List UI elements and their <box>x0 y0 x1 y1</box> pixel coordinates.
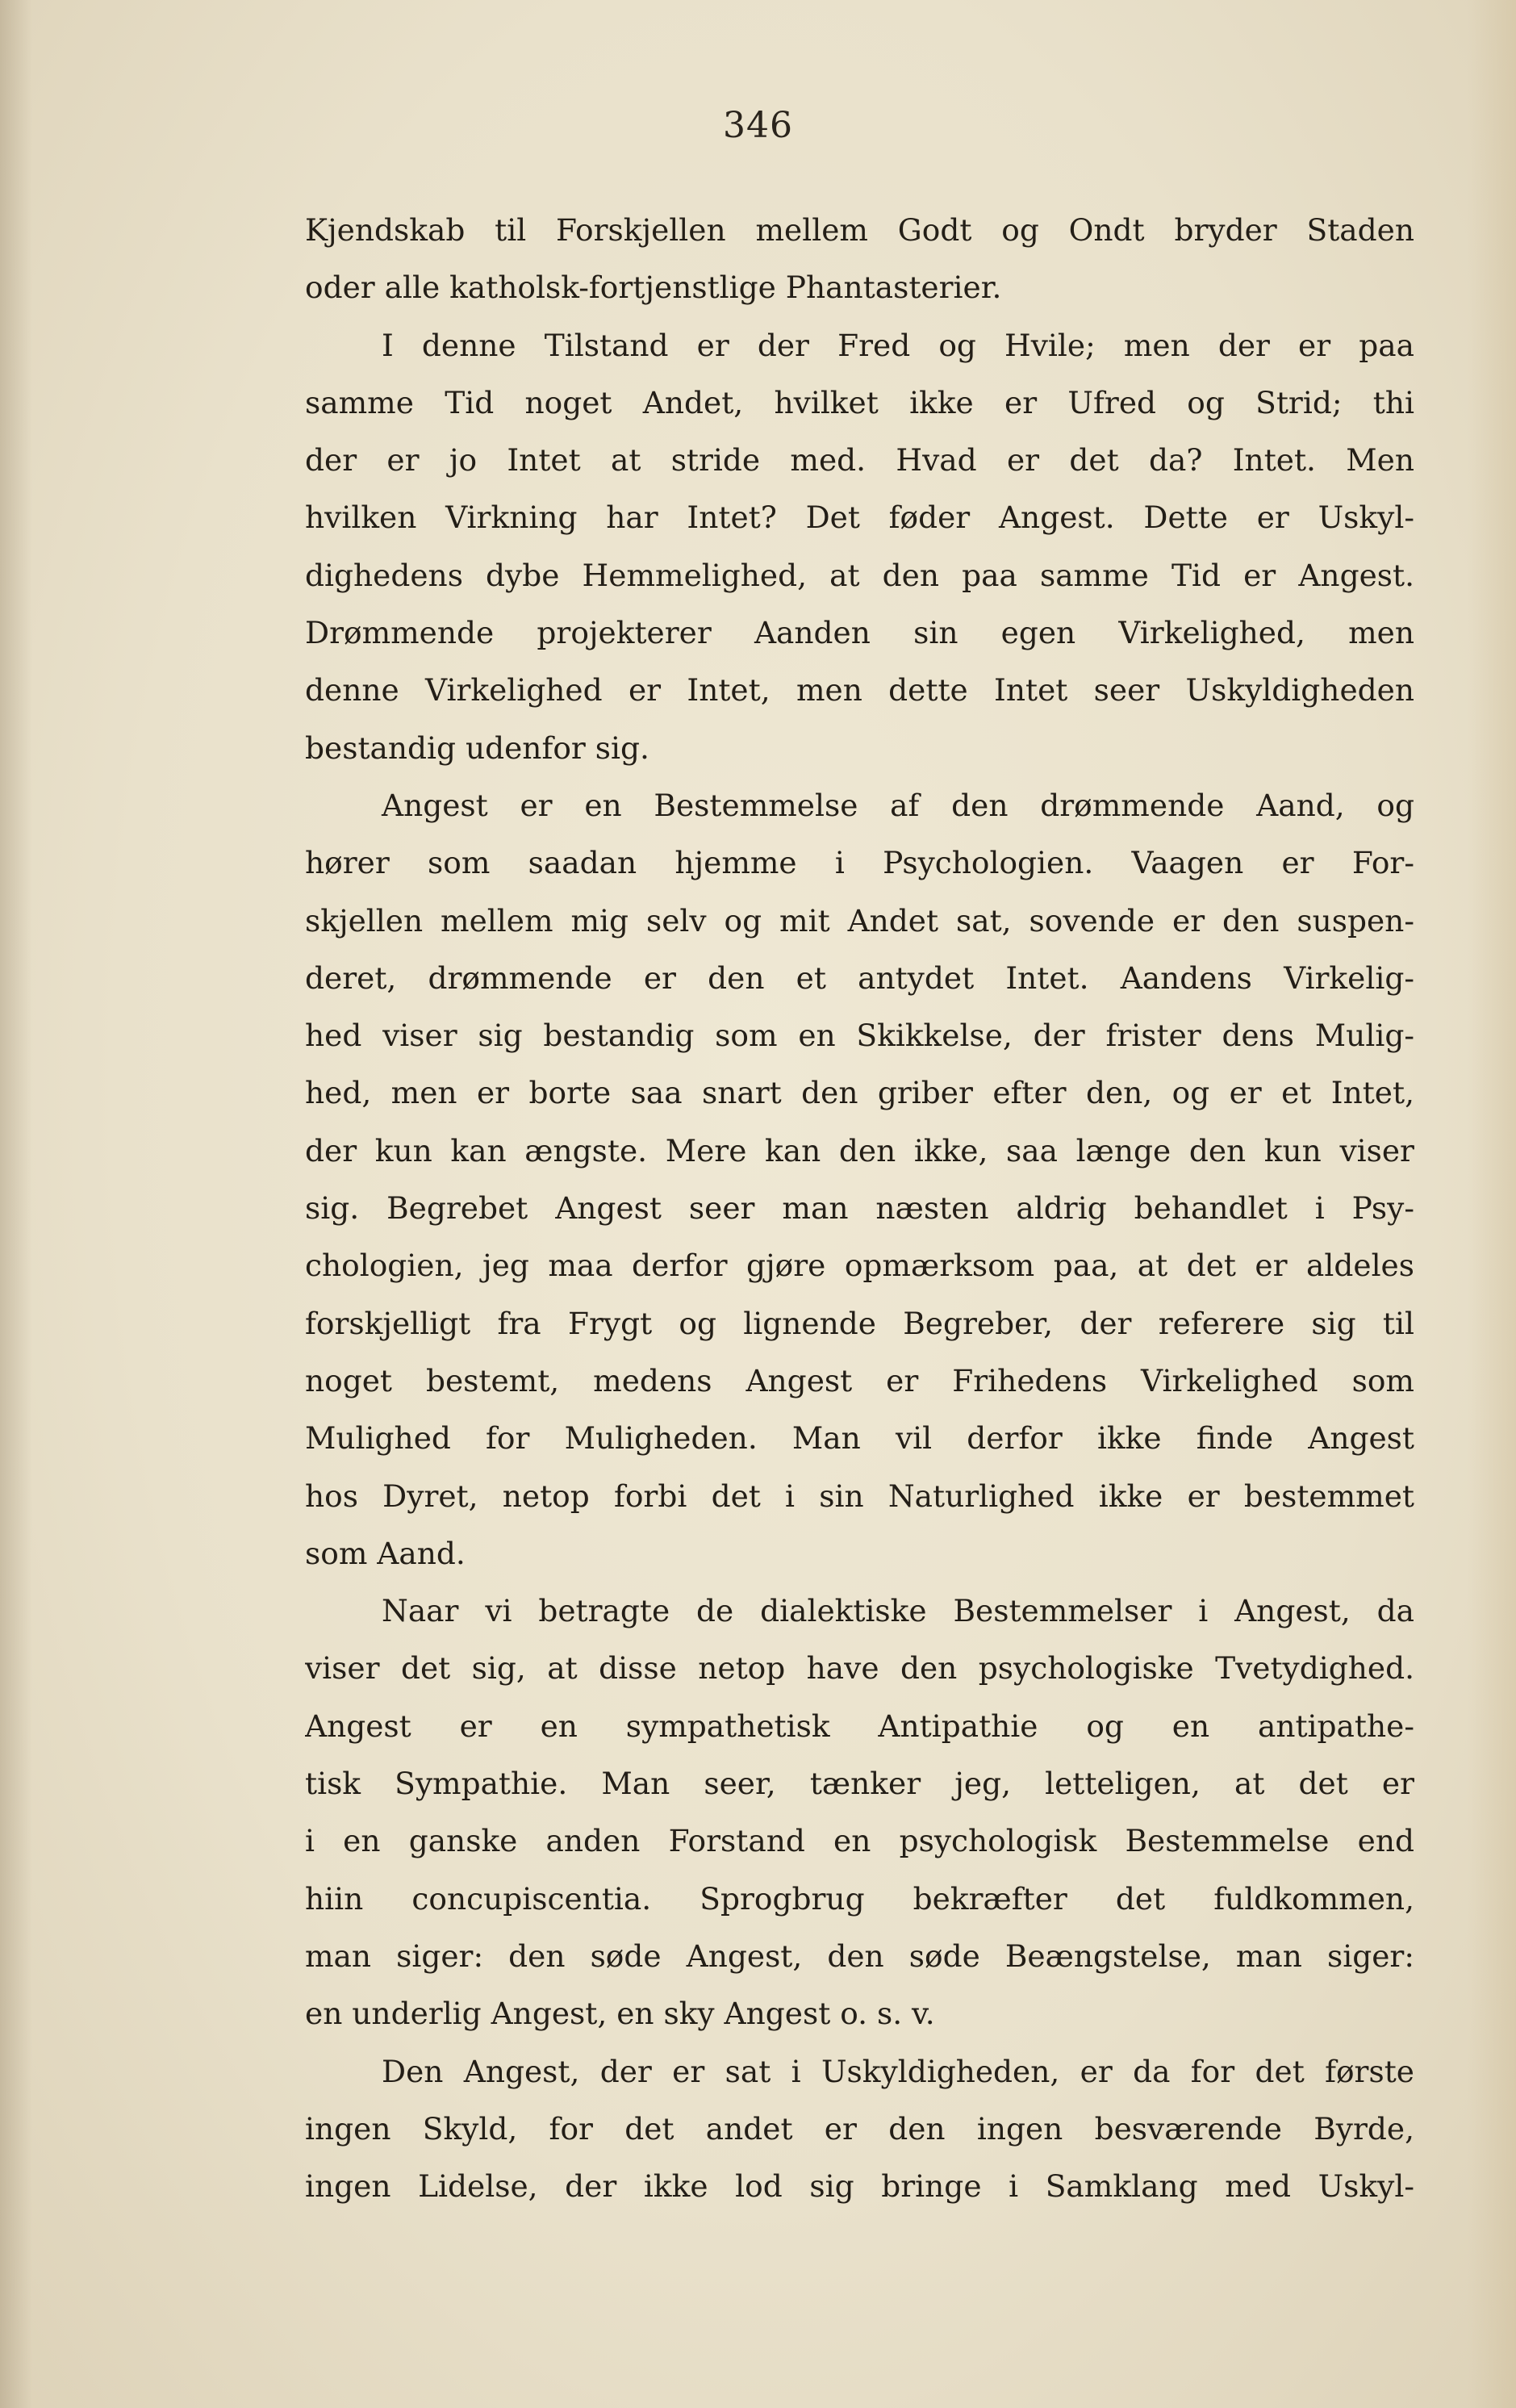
text-line: Den Angest, der er sat i Uskyldigheden, er da for det første <box>382 2053 1414 2089</box>
text-line: skjellen mellem mig selv og mit Andet sat, sovende er den suspen- <box>305 902 1414 939</box>
text-line: i en ganske anden Forstand en psychologisk Bestemmelse end <box>305 1823 1414 1859</box>
text-line: Mulighed for Muligheden. Man vil derfor ikke finde Angest <box>305 1420 1414 1457</box>
text-line: der kun kan ængste. Mere kan den ikke, saa længe den kun viser <box>305 1132 1414 1168</box>
text-line: en underlig Angest, en sky Angest o. s. v. <box>305 1996 935 2032</box>
text-line: Drømmende projekterer Aanden sin egen Virkelighed, men <box>305 615 1414 651</box>
text-line: Angest er en Bestemmelse af den drømmende Aand, og <box>382 787 1414 823</box>
text-line: Angest er en sympathetisk Antipathie og en antipathe- <box>305 1708 1414 1744</box>
text-line: tisk Sympathie. Man seer, tænker jeg, letteligen, at det er <box>305 1766 1414 1802</box>
text-line: noget bestemt, medens Angest er Frihedens Virkelighed som <box>305 1362 1414 1398</box>
page-number: 346 <box>723 105 793 146</box>
text-line: oder alle katholsk-fortjenstlige Phantasterier. <box>305 270 1002 306</box>
text-line: ingen Lidelse, der ikke lod sig bringe i Samklang med Uskyl- <box>305 2168 1414 2205</box>
text-line: viser det sig, at disse netop have den psychologiske Tvetydighed. <box>305 1650 1414 1687</box>
text-line: der er jo Intet at stride med. Hvad er det da? Intet. Men <box>305 442 1414 479</box>
text-line: hed viser sig bestandig som en Skikkelse, der frister dens Mulig- <box>305 1018 1414 1054</box>
text-line: forskjelligt fra Frygt og lignende Begreber, der referere sig til <box>305 1305 1414 1341</box>
text-line: hos Dyret, netop forbi det i sin Naturlighed ikke er bestemmet <box>305 1478 1414 1514</box>
text-line: hører som saadan hjemme i Psychologien. Vaagen er For- <box>305 845 1414 881</box>
text-line: hiin concupiscentia. Sprogbrug bekræfter det fuldkommen, <box>305 1880 1414 1917</box>
text-line: chologien, jeg maa derfor gjøre opmærksom paa, at det er aldeles <box>305 1248 1414 1284</box>
text-line: samme Tid noget Andet, hvilket ikke er Ufred og Strid; thi <box>305 384 1414 420</box>
text-line: Naar vi betragte de dialektiske Bestemmelser i Angest, da <box>382 1593 1414 1629</box>
text-line: Kjendskab til Forskjellen mellem Godt og Ondt bryder Staden <box>305 212 1414 248</box>
text-line: bestandig udenfor sig. <box>305 730 649 766</box>
page-edge-shade <box>1468 0 1516 2408</box>
body-text <box>305 202 1414 2215</box>
text-line: dighedens dybe Hemmelighed, at den paa samme Tid er Angest. <box>305 557 1414 593</box>
text-line: som Aand. <box>305 1535 466 1571</box>
page-gutter-shadow <box>0 0 32 2408</box>
text-line: sig. Begrebet Angest seer man næsten aldrig behandlet i Psy- <box>305 1190 1414 1227</box>
text-line: hvilken Virkning har Intet? Det føder Angest. Dette er Uskyl- <box>305 500 1414 536</box>
text-line: I denne Tilstand er der Fred og Hvile; men der er paa <box>382 327 1414 363</box>
text-line: deret, drømmende er den et antydet Intet. Aandens Virkelig- <box>305 959 1414 996</box>
text-line: hed, men er borte saa snart den griber efter den, og er et Intet, <box>305 1075 1414 1111</box>
text-line: man siger: den søde Angest, den søde Beængstelse, man siger: <box>305 1938 1414 1974</box>
text-line: denne Virkelighed er Intet, men dette Intet seer Uskyldigheden <box>305 672 1414 709</box>
text-line: ingen Skyld, for det andet er den ingen besværende Byrde, <box>305 2110 1414 2147</box>
